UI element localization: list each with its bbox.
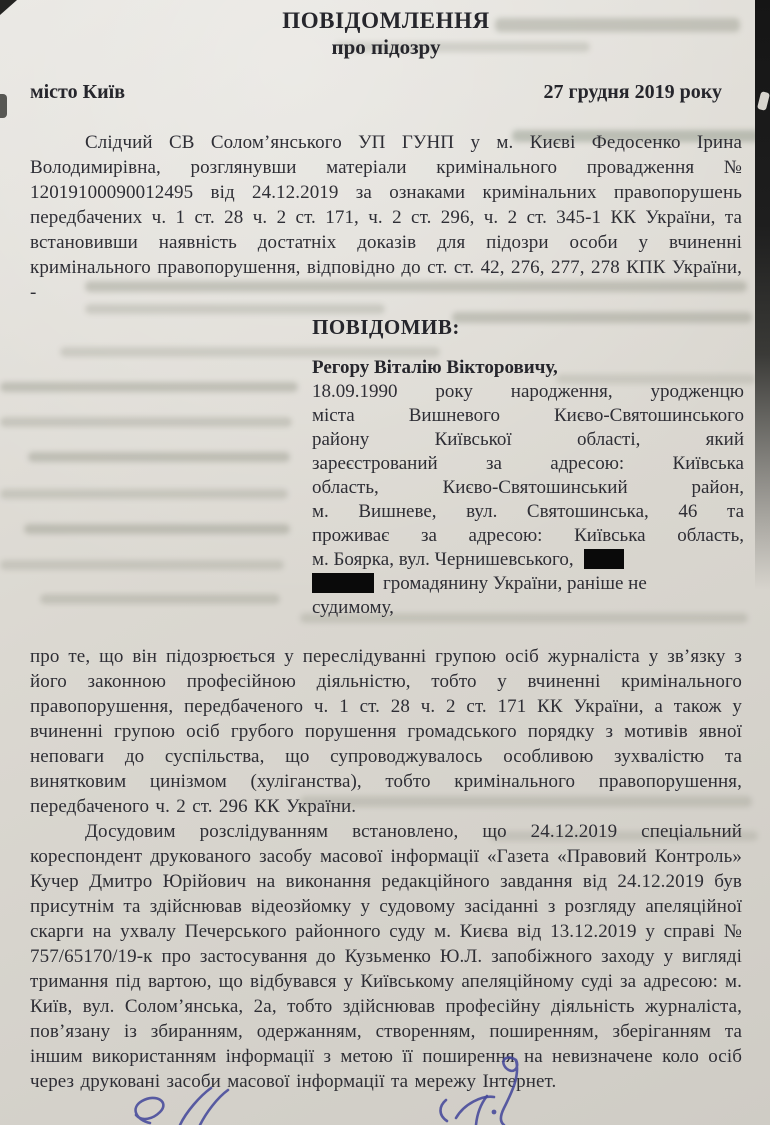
intro-paragraph: Слідчий СВ Солом’янського УП ГУНП у м. Києві Федосенко Ірина Володимирівна, розглянувши матеріали кримінального провадження № 12019100090012495 від 24.12.2019 за ознаками кримінальних правопорушень передбачених ч. 1 ст. 28 ч. 2 ст. 171, ч. 2 ст. 296, ч. 2 ст. 345-1 КК України, та встановивши наявність достатніх доказів для підозри особи у вчиненні кримінального правопорушення, відповідно до ст. ст. 42, 276, 277, 278 КПК України, - <box>30 132 742 303</box>
suspect-detail-line: м. Боярка, вул. Чернишевського, <box>312 548 744 572</box>
suspect-name: Регору Віталію Вікторовичу, <box>312 357 558 378</box>
redaction-box <box>312 573 374 593</box>
suspect-detail-line: громадянину України, раніше не <box>312 572 744 596</box>
scan-corner-mark <box>0 0 17 15</box>
date-label: 27 грудня 2019 року <box>543 81 722 103</box>
suspect-detail-line: зареєстрований за адресою: Київська <box>312 453 744 474</box>
document-body <box>30 8 742 1094</box>
document-title: ПОВІДОМЛЕННЯ <box>282 8 490 33</box>
place-date-line <box>30 81 742 104</box>
suspect-detail-line: м. Вишневе, вул. Святошинська, 46 та <box>312 501 744 522</box>
redaction-box <box>584 549 624 569</box>
investigation-paragraph: Досудовим розслідуванням встановлено, що 24.12.2019 спеціальний кореспондент друкованого засобу масової інформації «Газета «Правовий Контроль» Кучер Дмитро Юрійович на виконання редакційного завдання від 24.12.2019 був присутнім та здійснював відеозйомку у судовому засіданні з розгляду апеляційної скарги на ухвалу Печерського районного суду м. Києва від 13.12.2019 у справі № 757/65170/19-к про застосування до Кузьменко Ю.Л. запобіжного заходу у вигляді тримання під вартою, що відбувався у Київському апеляційному суді за адресою: м. Київ, вул. Солом’янська, 2а, тобто здійснював професійну діяльність журналіста, пов’язану із збиранням, одержанням, створенням, поширенням, зберіганням та іншим використанням інформації з метою її поширення на невизначене коло осіб через друковані засоби масової інформації та мережу Інтернет. <box>30 821 742 1092</box>
suspect-detail-line: проживає за адресою: Київська область, <box>312 525 744 546</box>
suspect-details-block <box>312 356 744 620</box>
suspect-detail-line: міста Вишневого Києво-Святошинського <box>312 405 744 426</box>
signature-right <box>430 1052 545 1125</box>
suspect-detail-line: судимому, <box>312 597 394 618</box>
suspect-detail-line: району Київської області, який <box>312 429 744 450</box>
scan-edge-smudge <box>0 94 7 118</box>
suspect-detail-line: 18.09.1990 року народження, уродженцю <box>312 381 744 402</box>
place-label: місто Київ <box>30 81 125 103</box>
suspicion-paragraph: про те, що він підозрюється у переслідуванні групою осіб журналіста у зв’язку з його законною професійною діяльністю, тобто у вчиненні кримінального правопорушення, передбаченого ч. 1 ст. 28 ч. 2 ст. 171 КК України, а також у вчиненні групою осіб грубого порушення громадського порядку з мотивів явної неповаги до суспільства, що супроводжувалось особливою зухвалістю та винятковим цинізмом (хуліганства), тобто кримінального правопорушення, передбаченого ч. 2 ст. 296 КК України. <box>30 646 742 817</box>
scan-edge-shadow <box>755 0 770 590</box>
document-subtitle: про підозру <box>331 35 441 59</box>
signature-left <box>116 1086 256 1125</box>
notified-heading: ПОВІДОМИВ: <box>312 315 460 339</box>
suspect-detail-line: область, Києво-Святошинський район, <box>312 477 744 498</box>
suspect-details <box>312 380 744 620</box>
